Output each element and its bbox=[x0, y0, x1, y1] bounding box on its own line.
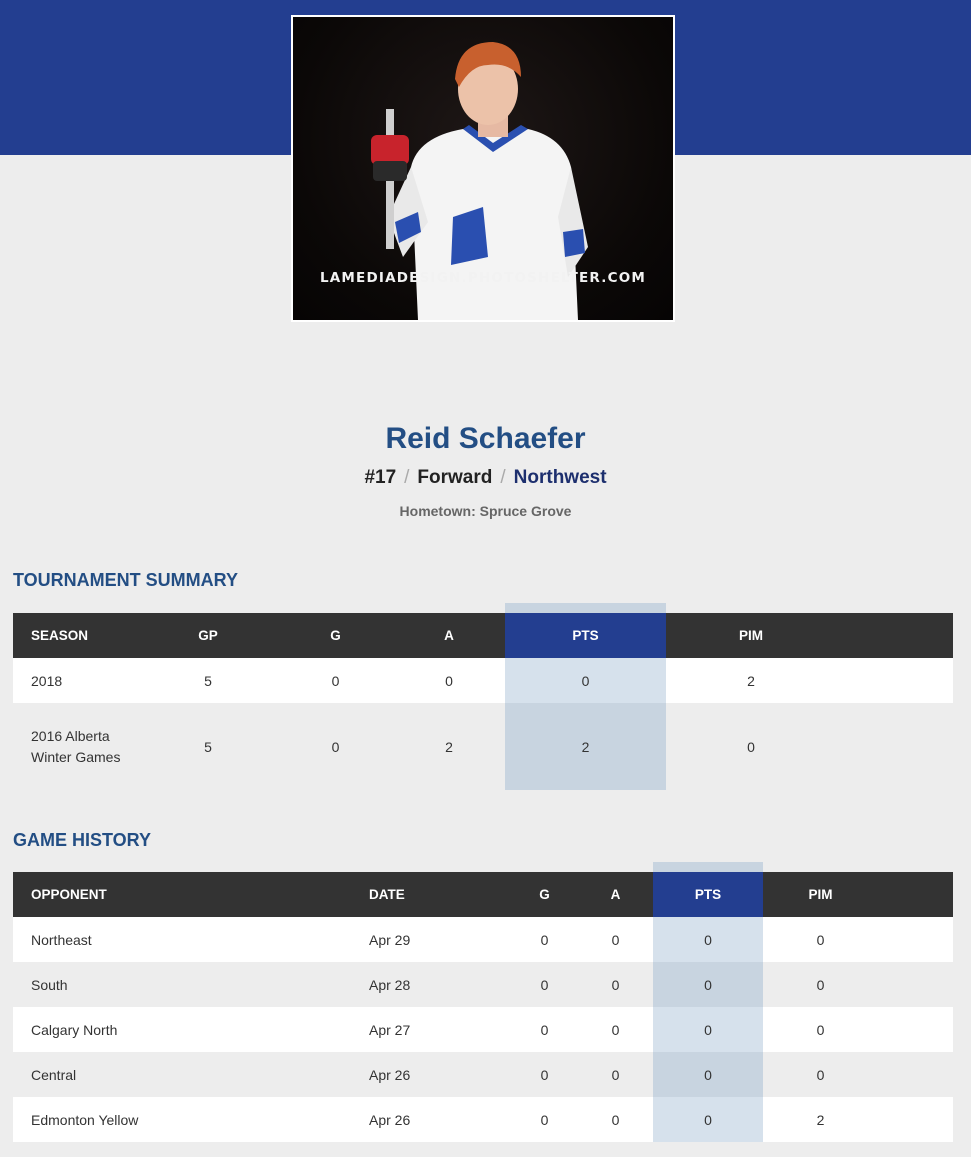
cell-opponent: Edmonton Yellow bbox=[13, 1097, 351, 1142]
column-header-pim: PIM bbox=[763, 872, 878, 917]
cell-g: 0 bbox=[278, 658, 393, 703]
cell-gp: 5 bbox=[138, 658, 278, 703]
cell-opponent: Central bbox=[13, 1052, 351, 1097]
cell-spacer bbox=[878, 917, 953, 962]
cell-g: 0 bbox=[511, 1052, 578, 1097]
cell-spacer bbox=[878, 1007, 953, 1052]
cell-opponent: South bbox=[13, 962, 351, 1007]
cell-pts: 0 bbox=[653, 1052, 763, 1097]
column-header-gp: GP bbox=[138, 613, 278, 658]
table-row bbox=[13, 1007, 953, 1052]
cell-season: 2016 Alberta Winter Games bbox=[13, 703, 138, 790]
table-header-row bbox=[13, 872, 953, 917]
separator: / bbox=[404, 467, 410, 488]
player-hometown: Hometown: Spruce Grove bbox=[399, 503, 572, 519]
cell-a: 0 bbox=[393, 658, 505, 703]
cell-a: 0 bbox=[578, 1052, 653, 1097]
cell-pts: 0 bbox=[653, 1097, 763, 1142]
column-header-pts: PTS bbox=[505, 613, 666, 658]
cell-spacer bbox=[836, 703, 953, 790]
game-history-table bbox=[13, 872, 953, 1142]
separator: / bbox=[500, 467, 506, 488]
table-row bbox=[13, 703, 953, 790]
player-photo bbox=[291, 15, 675, 322]
cell-date: Apr 29 bbox=[351, 917, 511, 962]
cell-spacer bbox=[878, 962, 953, 1007]
player-team-link[interactable]: Northwest bbox=[513, 467, 607, 488]
cell-g: 0 bbox=[511, 917, 578, 962]
cell-pim: 0 bbox=[763, 1052, 878, 1097]
column-header-date: DATE bbox=[351, 872, 511, 917]
column-header-g: G bbox=[511, 872, 578, 917]
player-meta bbox=[0, 467, 971, 489]
cell-pts: 0 bbox=[653, 1007, 763, 1052]
cell-pts: 0 bbox=[653, 917, 763, 962]
pts-column-highlight bbox=[653, 862, 763, 872]
table-row bbox=[13, 1097, 953, 1142]
player-name: Reid Schaefer bbox=[385, 422, 586, 455]
cell-g: 0 bbox=[511, 962, 578, 1007]
cell-date: Apr 26 bbox=[351, 1052, 511, 1097]
player-number: #17 bbox=[364, 467, 397, 488]
cell-pim: 0 bbox=[763, 1007, 878, 1052]
column-header-season: SEASON bbox=[13, 613, 138, 658]
column-header-pim: PIM bbox=[666, 613, 836, 658]
table-header-row bbox=[13, 613, 953, 658]
cell-pim: 2 bbox=[763, 1097, 878, 1142]
cell-opponent: Northeast bbox=[13, 917, 351, 962]
table-row bbox=[13, 917, 953, 962]
cell-pim: 0 bbox=[666, 703, 836, 790]
cell-pts: 2 bbox=[505, 703, 666, 790]
cell-pts: 0 bbox=[653, 962, 763, 1007]
table-row bbox=[13, 962, 953, 1007]
photo-watermark: LAMEDIADESIGN.PHOTOSHELTER.COM bbox=[319, 270, 647, 286]
cell-pim: 2 bbox=[666, 658, 836, 703]
game-history-title: GAME HISTORY bbox=[13, 830, 152, 850]
column-header-a: A bbox=[393, 613, 505, 658]
cell-pim: 0 bbox=[763, 917, 878, 962]
cell-spacer bbox=[878, 1052, 953, 1097]
cell-g: 0 bbox=[511, 1097, 578, 1142]
table-row bbox=[13, 658, 953, 703]
cell-a: 0 bbox=[578, 1097, 653, 1142]
cell-a: 0 bbox=[578, 917, 653, 962]
cell-gp: 5 bbox=[138, 703, 278, 790]
column-header-spacer bbox=[836, 613, 953, 658]
cell-a: 0 bbox=[578, 962, 653, 1007]
cell-g: 0 bbox=[511, 1007, 578, 1052]
cell-season: 2018 bbox=[13, 658, 138, 703]
player-position: Forward bbox=[417, 467, 493, 488]
cell-a: 0 bbox=[578, 1007, 653, 1052]
cell-pim: 0 bbox=[763, 962, 878, 1007]
cell-date: Apr 28 bbox=[351, 962, 511, 1007]
column-header-a: A bbox=[578, 872, 653, 917]
cell-date: Apr 26 bbox=[351, 1097, 511, 1142]
column-header-opponent: OPPONENT bbox=[13, 872, 351, 917]
table-row bbox=[13, 1052, 953, 1097]
tournament-summary-table bbox=[13, 613, 953, 790]
tournament-summary-title: TOURNAMENT SUMMARY bbox=[13, 570, 238, 590]
cell-g: 0 bbox=[278, 703, 393, 790]
column-header-pts: PTS bbox=[653, 872, 763, 917]
column-header-g: G bbox=[278, 613, 393, 658]
cell-spacer bbox=[836, 658, 953, 703]
cell-opponent: Calgary North bbox=[13, 1007, 351, 1052]
cell-date: Apr 27 bbox=[351, 1007, 511, 1052]
cell-spacer bbox=[878, 1097, 953, 1142]
column-header-spacer bbox=[878, 872, 953, 917]
cell-pts: 0 bbox=[505, 658, 666, 703]
cell-a: 2 bbox=[393, 703, 505, 790]
pts-column-highlight bbox=[505, 603, 666, 613]
